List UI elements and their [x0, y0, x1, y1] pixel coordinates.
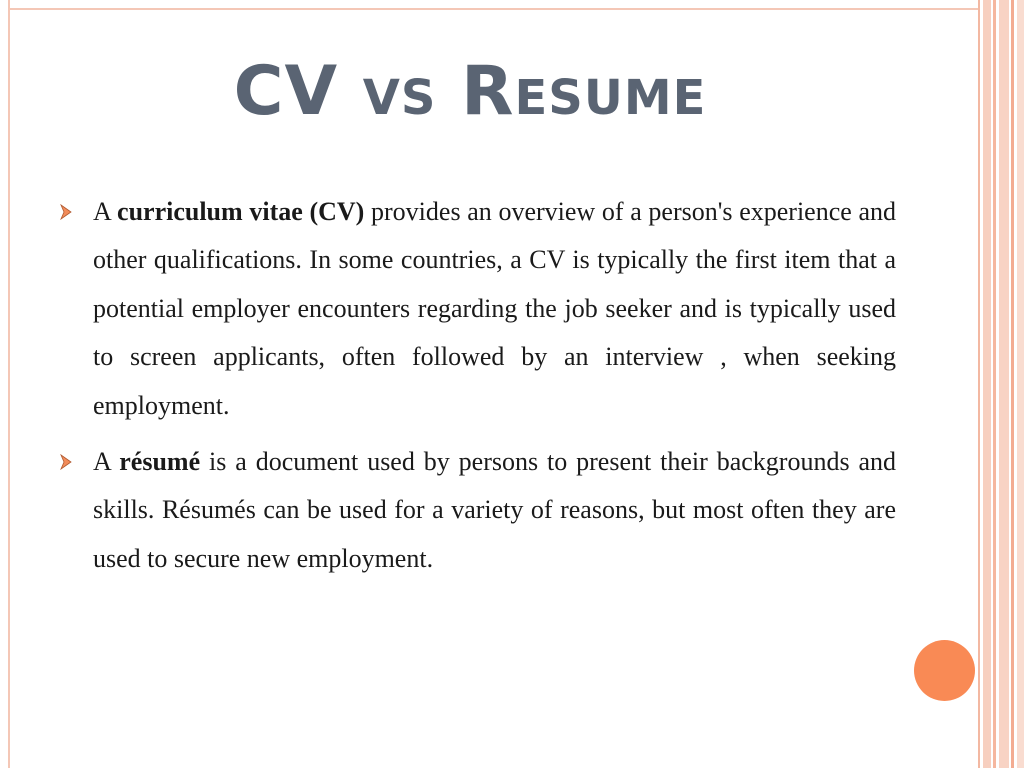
keyword-resume: résumé	[119, 447, 201, 477]
arrowhead-bullet-icon	[60, 454, 72, 470]
bullet-cv	[60, 188, 896, 430]
keyword-cv: curriculum vitae (CV)	[117, 197, 365, 226]
slide-content	[60, 188, 896, 591]
slide-title: CV vs Resume	[233, 52, 707, 131]
orange-circle-decoration	[914, 640, 975, 701]
frame-top-line	[8, 8, 980, 10]
bullet-lead: A	[93, 447, 111, 477]
bullet-text: provides an overview of a person's experience and other qualifications. In some countries, a CV is typically the first item that a potential employer encounters regarding the job seeker and is typically used to screen applicants, often followed by an interview , when seeking employment.	[93, 197, 897, 420]
bullet-lead: A	[93, 197, 111, 226]
right-decorative-stripes	[978, 0, 1024, 768]
arrowhead-bullet-icon	[60, 204, 72, 220]
bullet-text: is a document used by persons to present their backgrounds and skills. Résumés can be used for a variety of reasons, but most often they are used to secure new employment.	[93, 447, 897, 573]
bullet-resume	[60, 438, 896, 583]
